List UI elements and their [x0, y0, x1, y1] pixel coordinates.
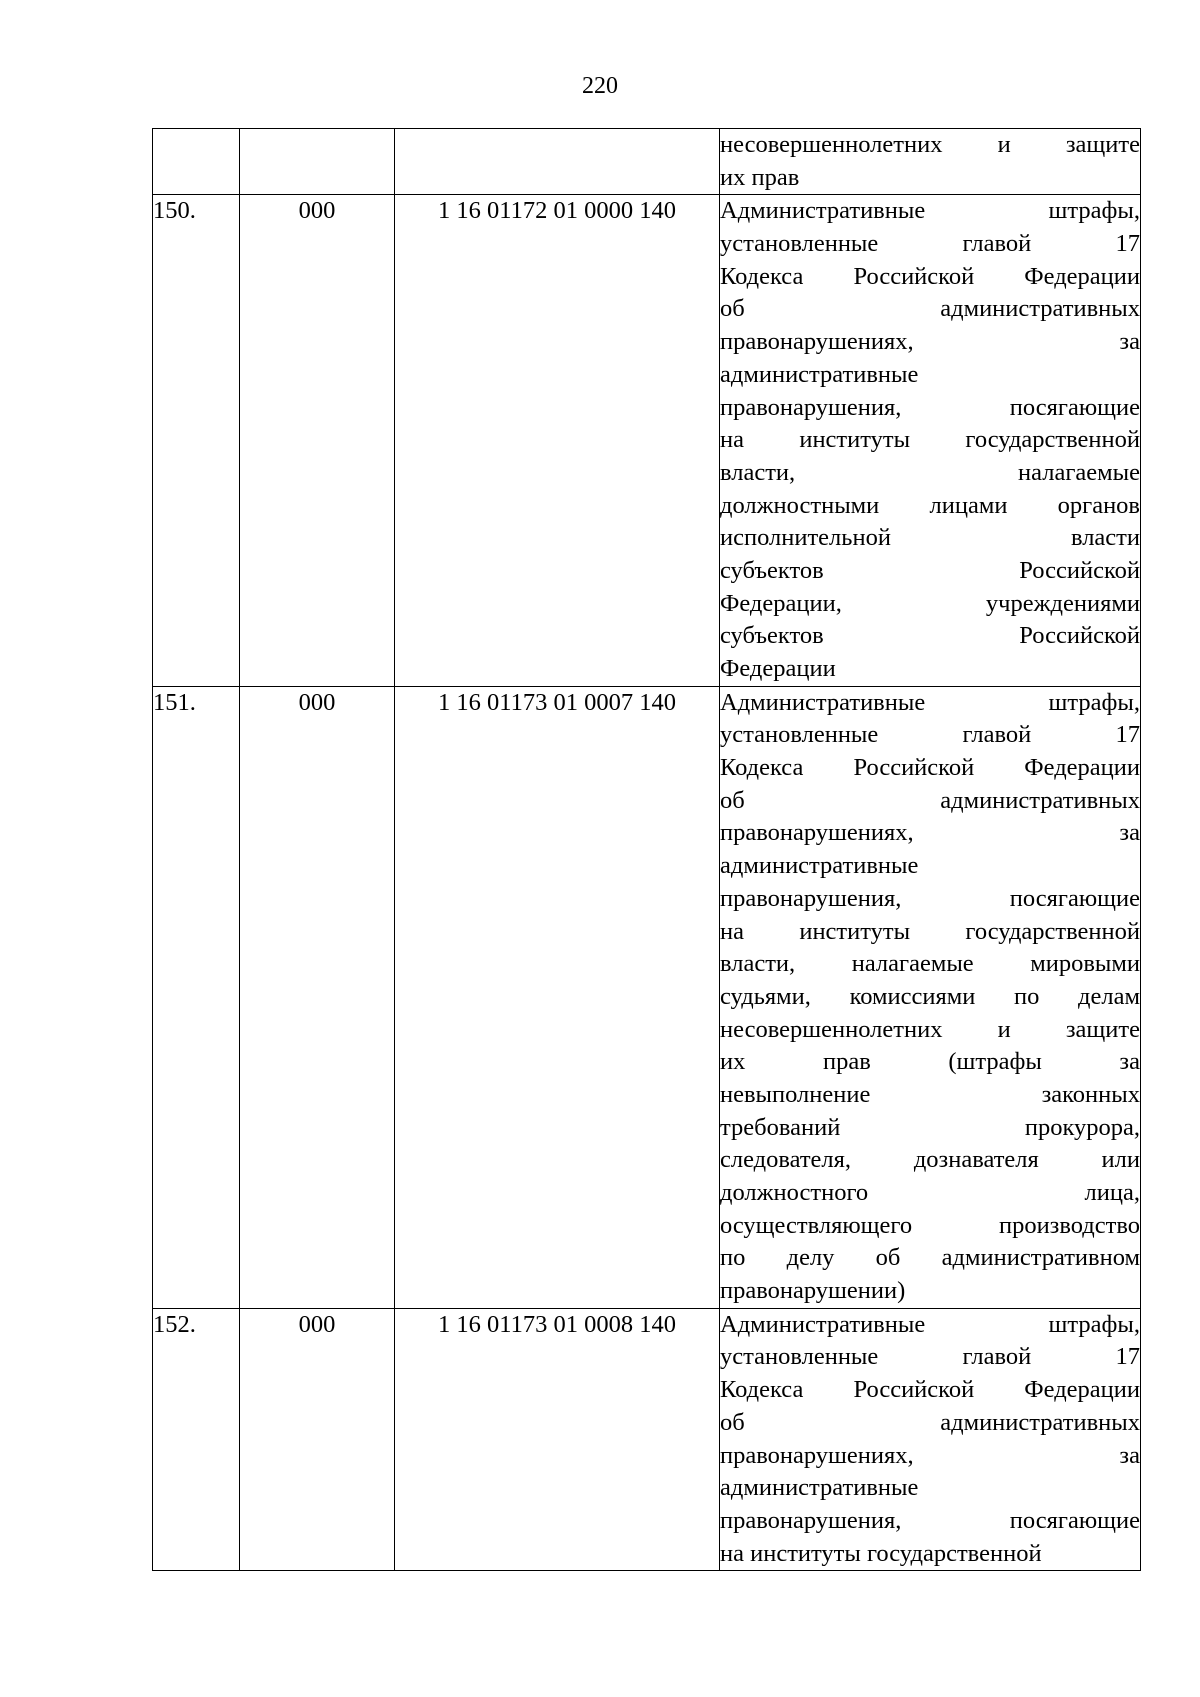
description-line: власти, налагаемые	[720, 458, 1140, 486]
description-line: правонарушении)	[720, 1277, 906, 1305]
row-number-cell: 151.	[153, 686, 240, 1308]
description-line: правонарушениях, за	[720, 1441, 1140, 1469]
budget-code-cell	[395, 129, 720, 195]
description-line: несовершеннолетних и защите	[720, 1015, 1140, 1043]
description-line: Административные штрафы,	[720, 688, 1140, 716]
description-line: об административных	[720, 1408, 1140, 1436]
description-line: правонарушениях, за	[720, 328, 1140, 356]
description-line: административные	[720, 1474, 919, 1502]
description-line: их прав	[720, 163, 800, 191]
description-line: Кодекса Российской Федерации	[720, 262, 1140, 290]
description-line: власти, налагаемые мировыми	[720, 950, 1140, 978]
description-line: правонарушения, посягающие	[720, 884, 1140, 912]
description-line: правонарушения, посягающие	[720, 393, 1140, 421]
description-line: правонарушения, посягающие	[720, 1506, 1140, 1534]
admin-code-cell	[240, 129, 395, 195]
budget-codes-table	[152, 128, 1141, 1571]
description-line: на институты государственной	[720, 917, 1140, 945]
description-cell	[720, 129, 1141, 195]
row-number-cell: 152.	[153, 1308, 240, 1571]
description-line: осуществляющего производство	[720, 1211, 1140, 1239]
row-number-cell	[153, 129, 240, 195]
row-number-cell: 150.	[153, 195, 240, 686]
description-line: об административных	[720, 295, 1140, 323]
description-line: Административные штрафы,	[720, 197, 1140, 225]
table-row	[153, 195, 1141, 686]
description-line: установленные главой 17	[720, 1343, 1140, 1371]
table-body	[153, 129, 1141, 1571]
description-line: невыполнение законных	[720, 1080, 1140, 1108]
budget-code-cell: 1 16 01173 01 0007 140	[395, 686, 720, 1308]
description-line: субъектов Российской	[720, 622, 1140, 650]
description-line: должностного лица,	[720, 1179, 1140, 1206]
admin-code-cell: 000	[240, 195, 395, 686]
description-cell	[720, 686, 1141, 1308]
description-line: Административные штрафы,	[720, 1310, 1140, 1338]
description-line: Кодекса Российской Федерации	[720, 1376, 1140, 1404]
budget-code-cell: 1 16 01172 01 0000 140	[395, 195, 720, 686]
description-line: административные	[720, 360, 919, 388]
table-row	[153, 129, 1141, 195]
description-line: требований прокурора,	[720, 1113, 1140, 1141]
description-cell	[720, 195, 1141, 686]
description-line: исполнительной власти	[720, 524, 1140, 552]
budget-code-cell: 1 16 01173 01 0008 140	[395, 1308, 720, 1571]
description-line: установленные главой 17	[720, 721, 1140, 749]
description-line: по делу об административном	[720, 1244, 1140, 1272]
description-line: субъектов Российской	[720, 556, 1140, 584]
description-line: об административных	[720, 786, 1140, 814]
admin-code-cell: 000	[240, 686, 395, 1308]
page-number: 220	[582, 73, 618, 99]
description-line: Кодекса Российской Федерации	[720, 754, 1140, 782]
description-line: их прав (штрафы за	[720, 1048, 1140, 1076]
table-row	[153, 686, 1141, 1308]
description-line: на институты государственной	[720, 426, 1140, 454]
description-line: должностными лицами органов	[720, 491, 1140, 519]
description-line: правонарушениях, за	[720, 819, 1140, 847]
description-line: судьями, комиссиями по делам	[720, 982, 1140, 1010]
admin-code-cell: 000	[240, 1308, 395, 1571]
description-line: несовершеннолетних и защите	[720, 131, 1140, 158]
description-line: Федерации	[720, 655, 836, 682]
table-row	[153, 1308, 1141, 1571]
description-line: на институты государственной	[720, 1539, 1042, 1567]
description-line: Федерации, учреждениями	[720, 589, 1140, 617]
description-line: следователя, дознавателя или	[720, 1146, 1140, 1174]
description-line: установленные главой 17	[720, 230, 1140, 258]
description-line: административные	[720, 852, 919, 880]
description-cell	[720, 1308, 1141, 1571]
